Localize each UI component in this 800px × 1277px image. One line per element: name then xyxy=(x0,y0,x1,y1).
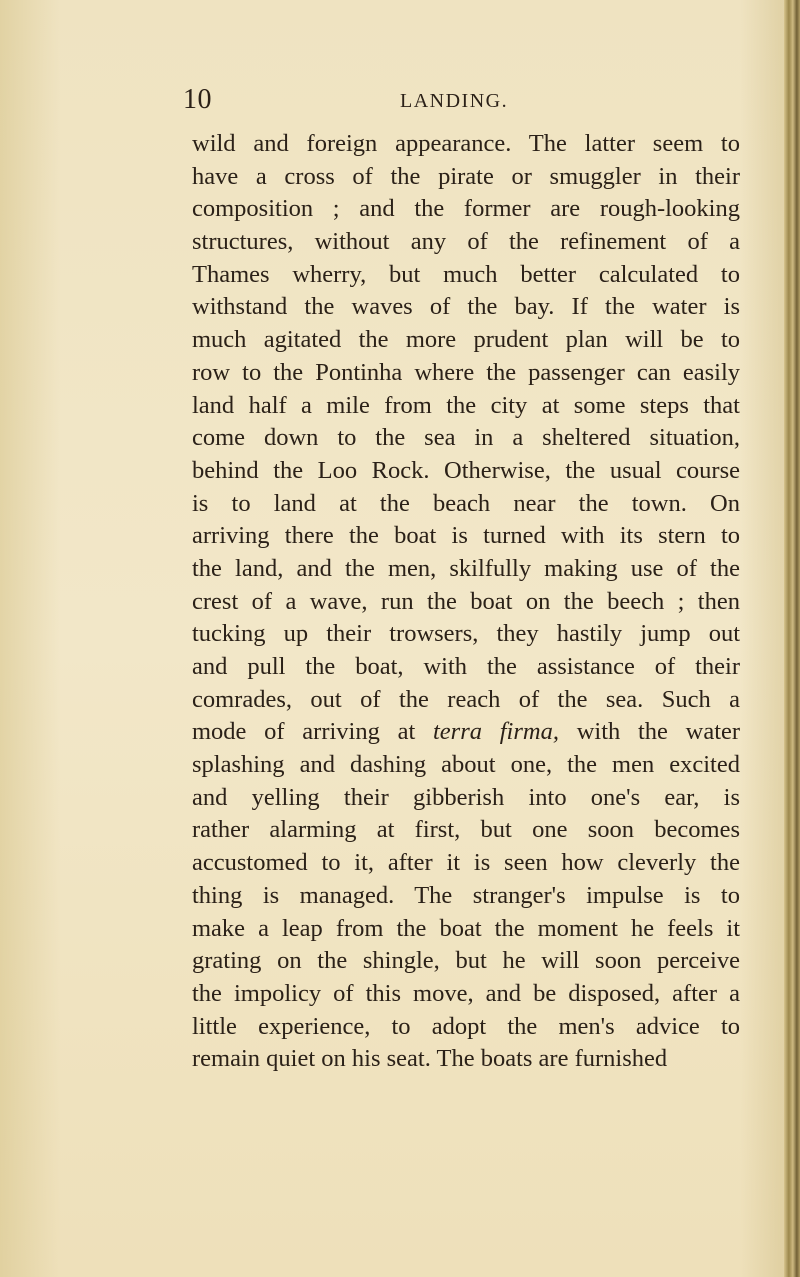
page-header xyxy=(0,0,800,130)
text-line: thing is managed. The stranger's impulse is to xyxy=(192,881,740,909)
text-line: comrades, out of the reach of the sea. Such a xyxy=(192,685,740,713)
text-line: grating on the shingle, but he will soon perceive xyxy=(192,947,740,975)
text-line: Thames wherry, but much better calculated to xyxy=(192,260,740,288)
line-lead: mode of arriving at xyxy=(192,718,416,746)
text-line: row to the Pontinha where the passenger can easily xyxy=(192,358,740,386)
text-line: behind the Loo Rock. Otherwise, the usual course xyxy=(192,456,740,484)
text-line: accustomed to it, after it is seen how cleverly the xyxy=(192,849,740,877)
text-line: tucking up their trowsers, they hastily jump out xyxy=(192,620,740,648)
text-line: splashing and dashing about one, the men excited xyxy=(192,751,740,779)
text-line: withstand the waves of the bay. If the water is xyxy=(192,293,740,321)
text-line: structures, without any of the refinement of a xyxy=(192,228,740,256)
line-tail: with the water xyxy=(576,718,741,746)
text-line: make a leap from the boat the moment he feels it xyxy=(192,914,740,942)
text-line: the impolicy of this move, and be disposed, after a xyxy=(192,979,740,1007)
text-line: the land, and the men, skilfully making use of the xyxy=(192,554,740,582)
text-line: composition ; and the former are rough-looking xyxy=(192,195,740,223)
page-number: 10 xyxy=(183,84,212,115)
text-line: wild and foreign appearance. The latter seem to xyxy=(192,130,740,157)
text-line: have a cross of the pirate or smuggler in their xyxy=(192,162,740,190)
text-line: and pull the boat, with the assistance of their xyxy=(192,653,740,680)
page-edge-shadow xyxy=(784,0,800,1277)
body-text xyxy=(192,128,740,1076)
text-line: land half a mile from the city at some steps that xyxy=(192,391,740,419)
italic-phrase: terra firma, xyxy=(433,718,559,746)
text-line: come down to the sea in a sheltered situation, xyxy=(192,424,740,452)
text-line: rather alarming at first, but one soon becomes xyxy=(192,816,740,844)
text-line: and yelling their gibberish into one's ear, is xyxy=(192,783,740,811)
text-line: much agitated the more prudent plan will be to xyxy=(192,326,740,354)
text-line: is to land at the beach near the town. On xyxy=(192,489,740,517)
running-head: LANDING. xyxy=(400,90,509,112)
text-line: arriving there the boat is turned with its stern to xyxy=(192,522,740,550)
text-line: crest of a wave, run the boat on the beech ; then xyxy=(192,587,740,615)
text-line: remain quiet on his seat. The boats are furnished xyxy=(192,1045,668,1073)
text-line: little experience, to adopt the men's advice to xyxy=(192,1012,740,1040)
text-line-with-italic xyxy=(192,716,740,749)
